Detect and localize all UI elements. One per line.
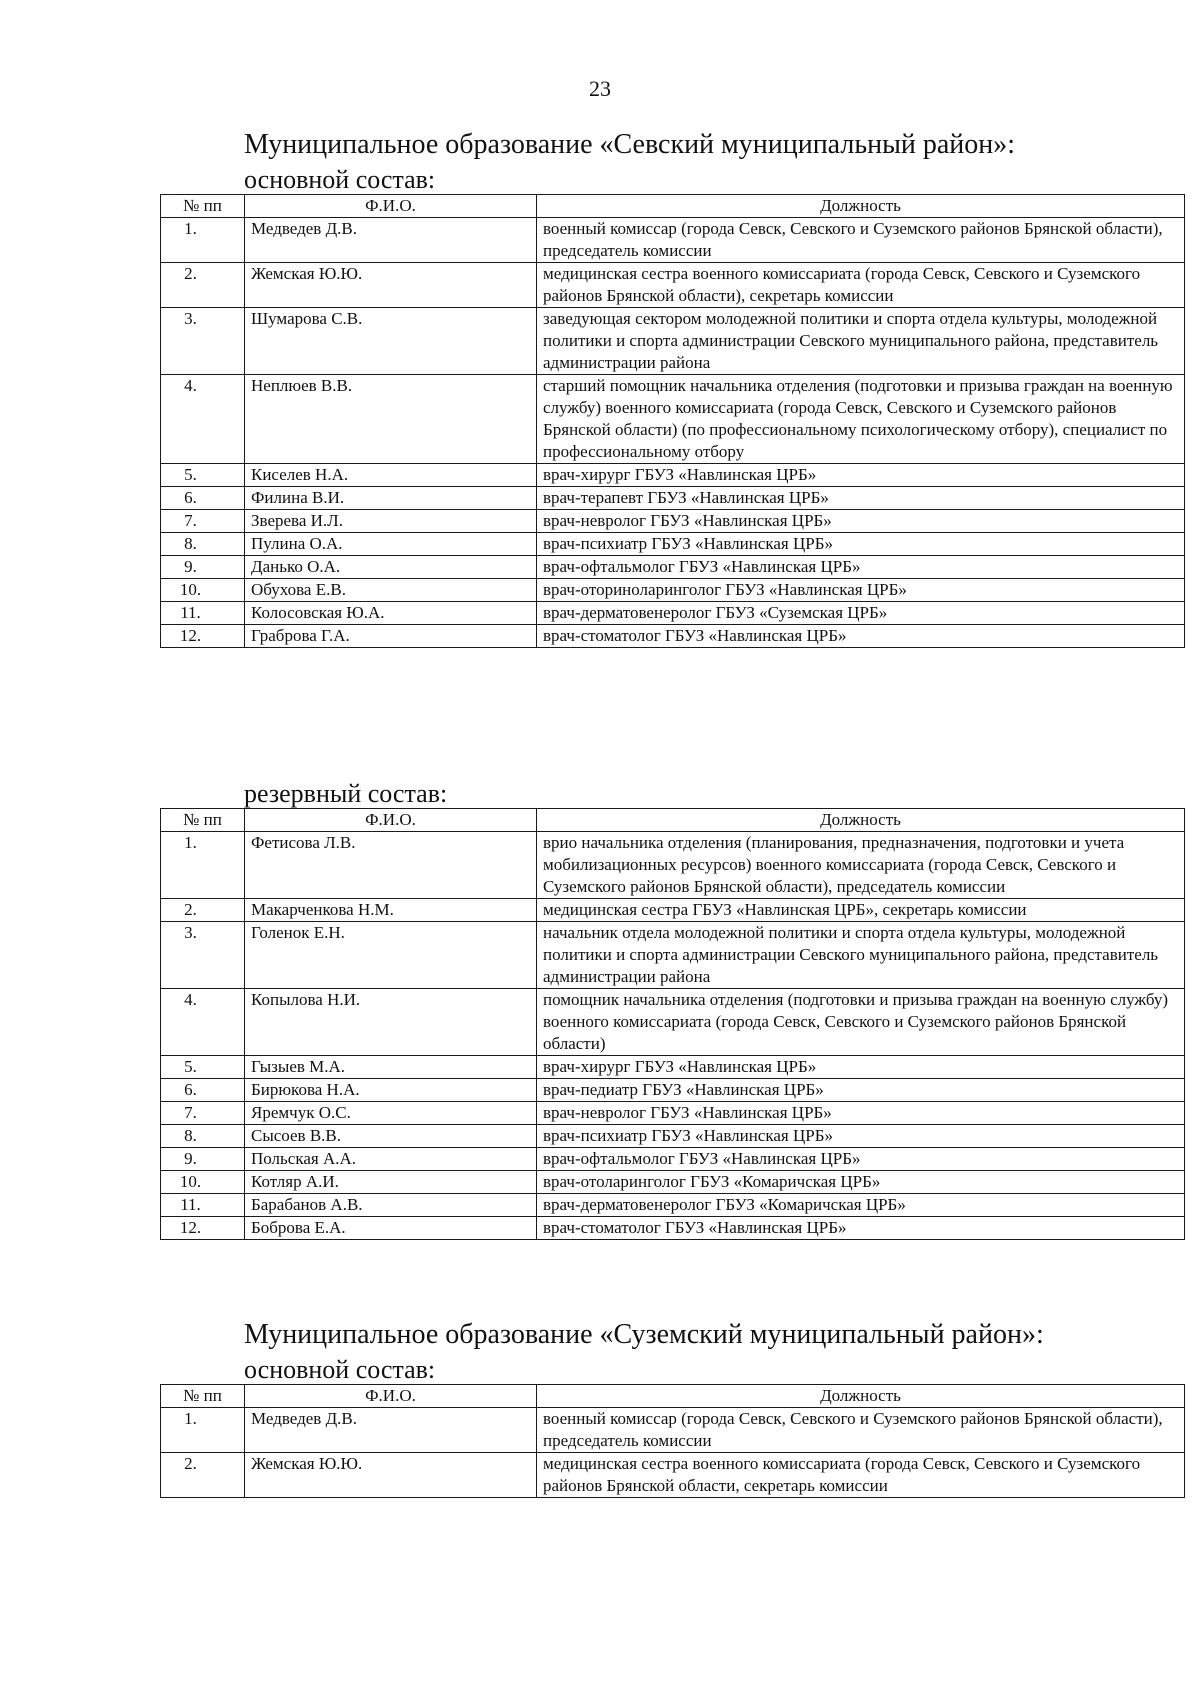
row-name: Неплюев В.В. bbox=[245, 375, 537, 464]
row-position: врач-дерматовенеролог ГБУЗ «Комаричская ЦРБ» bbox=[537, 1194, 1185, 1217]
row-number: 1. bbox=[161, 1408, 245, 1453]
header-name: Ф.И.О. bbox=[245, 1385, 537, 1408]
row-name: Обухова Е.В. bbox=[245, 579, 537, 602]
row-name: Пулина О.А. bbox=[245, 533, 537, 556]
row-name: Медведев Д.В. bbox=[245, 218, 537, 263]
table-row bbox=[161, 899, 1185, 922]
row-name: Макарченкова Н.М. bbox=[245, 899, 537, 922]
table-row bbox=[161, 1079, 1185, 1102]
table-row bbox=[161, 1453, 1185, 1498]
row-number: 9. bbox=[161, 556, 245, 579]
section-subheading: основной состав: bbox=[244, 1355, 436, 1384]
row-position: заведующая сектором молодежной политики и спорта отдела культуры, молодежной политики и спорта администрации Севского муниципального района, представитель администрации района bbox=[537, 308, 1185, 375]
table-row bbox=[161, 308, 1185, 375]
row-name: Котляр А.И. bbox=[245, 1171, 537, 1194]
row-number: 8. bbox=[161, 533, 245, 556]
table-row bbox=[161, 625, 1185, 648]
row-name: Яремчук О.С. bbox=[245, 1102, 537, 1125]
row-position: старший помощник начальника отделения (подготовки и призыва граждан на военную службу) военного комиссариата (города Севск, Севского и Суземского районов Брянской области) (по профессиональному психологическому отбору), специалист по профессиональному отбору bbox=[537, 375, 1185, 464]
table-row bbox=[161, 579, 1185, 602]
row-position: медицинская сестра военного комиссариата (города Севск, Севского и Суземского районов Брянской области), секретарь комиссии bbox=[537, 263, 1185, 308]
row-name: Голенок Е.Н. bbox=[245, 922, 537, 989]
row-name: Жемская Ю.Ю. bbox=[245, 1453, 537, 1498]
row-number: 7. bbox=[161, 510, 245, 533]
row-name: Фетисова Л.В. bbox=[245, 832, 537, 899]
row-number: 1. bbox=[161, 218, 245, 263]
row-number: 11. bbox=[161, 1194, 245, 1217]
row-number: 3. bbox=[161, 308, 245, 375]
header-position: Должность bbox=[537, 809, 1185, 832]
row-position: врач-офтальмолог ГБУЗ «Навлинская ЦРБ» bbox=[537, 556, 1185, 579]
row-position: врач-хирург ГБУЗ «Навлинская ЦРБ» bbox=[537, 1056, 1185, 1079]
row-number: 1. bbox=[161, 832, 245, 899]
row-position: врач-невролог ГБУЗ «Навлинская ЦРБ» bbox=[537, 1102, 1185, 1125]
row-number: 12. bbox=[161, 625, 245, 648]
row-number: 4. bbox=[161, 989, 245, 1056]
row-name: Шумарова С.В. bbox=[245, 308, 537, 375]
row-position: врач-отоларинголог ГБУЗ «Комаричская ЦРБ» bbox=[537, 1171, 1185, 1194]
row-position: врач-хирург ГБУЗ «Навлинская ЦРБ» bbox=[537, 464, 1185, 487]
row-position: врач-стоматолог ГБУЗ «Навлинская ЦРБ» bbox=[537, 625, 1185, 648]
row-position: врач-психиатр ГБУЗ «Навлинская ЦРБ» bbox=[537, 533, 1185, 556]
table-row bbox=[161, 1194, 1185, 1217]
header-num: № пп bbox=[161, 1385, 245, 1408]
section-heading: Муниципальное образование «Суземский муниципальный район»: bbox=[244, 1319, 1044, 1350]
row-number: 6. bbox=[161, 487, 245, 510]
table-row bbox=[161, 1102, 1185, 1125]
page-number: 23 bbox=[589, 76, 611, 101]
row-number: 6. bbox=[161, 1079, 245, 1102]
roster-table bbox=[160, 808, 1185, 1240]
row-number: 5. bbox=[161, 1056, 245, 1079]
header-position: Должность bbox=[537, 195, 1185, 218]
roster-table bbox=[160, 1384, 1185, 1498]
row-position: врач-оториноларинголог ГБУЗ «Навлинская ЦРБ» bbox=[537, 579, 1185, 602]
row-number: 3. bbox=[161, 922, 245, 989]
section-heading: Муниципальное образование «Севский муниципальный район»: bbox=[244, 129, 1016, 160]
row-position: врач-невролог ГБУЗ «Навлинская ЦРБ» bbox=[537, 510, 1185, 533]
table-header-row bbox=[161, 1385, 1185, 1408]
row-number: 7. bbox=[161, 1102, 245, 1125]
row-name: Граброва Г.А. bbox=[245, 625, 537, 648]
header-position: Должность bbox=[537, 1385, 1185, 1408]
row-position: медицинская сестра военного комиссариата (города Севск, Севского и Суземского районов Брянской области, секретарь комиссии bbox=[537, 1453, 1185, 1498]
row-name: Копылова Н.И. bbox=[245, 989, 537, 1056]
row-name: Киселев Н.А. bbox=[245, 464, 537, 487]
row-name: Боброва Е.А. bbox=[245, 1217, 537, 1240]
row-position: врач-офтальмолог ГБУЗ «Навлинская ЦРБ» bbox=[537, 1148, 1185, 1171]
row-position: врио начальника отделения (планирования, предназначения, подготовки и учета мобилизационных ресурсов) военного комиссариата (города Севск, Севского и Суземского районов Брянской области), председатель комиссии bbox=[537, 832, 1185, 899]
roster-table bbox=[160, 194, 1185, 648]
row-name: Данько О.А. bbox=[245, 556, 537, 579]
row-position: врач-педиатр ГБУЗ «Навлинская ЦРБ» bbox=[537, 1079, 1185, 1102]
row-position: помощник начальника отделения (подготовки и призыва граждан на военную службу) военного комиссариата (города Севск, Севского и Суземского районов Брянской области) bbox=[537, 989, 1185, 1056]
row-number: 4. bbox=[161, 375, 245, 464]
header-name: Ф.И.О. bbox=[245, 195, 537, 218]
row-name: Колосовская Ю.А. bbox=[245, 602, 537, 625]
table-row bbox=[161, 602, 1185, 625]
row-position: медицинская сестра ГБУЗ «Навлинская ЦРБ», секретарь комиссии bbox=[537, 899, 1185, 922]
row-number: 10. bbox=[161, 579, 245, 602]
row-position: врач-терапевт ГБУЗ «Навлинская ЦРБ» bbox=[537, 487, 1185, 510]
header-name: Ф.И.О. bbox=[245, 809, 537, 832]
table-header-row bbox=[161, 195, 1185, 218]
row-position: начальник отдела молодежной политики и спорта отдела культуры, молодежной политики и спорта администрации Севского муниципального района, представитель администрации района bbox=[537, 922, 1185, 989]
table-row bbox=[161, 533, 1185, 556]
row-name: Медведев Д.В. bbox=[245, 1408, 537, 1453]
table-row bbox=[161, 1148, 1185, 1171]
row-number: 12. bbox=[161, 1217, 245, 1240]
row-position: врач-стоматолог ГБУЗ «Навлинская ЦРБ» bbox=[537, 1217, 1185, 1240]
row-number: 2. bbox=[161, 263, 245, 308]
row-number: 11. bbox=[161, 602, 245, 625]
table-row bbox=[161, 922, 1185, 989]
row-position: врач-психиатр ГБУЗ «Навлинская ЦРБ» bbox=[537, 1125, 1185, 1148]
table-row bbox=[161, 1171, 1185, 1194]
table-row bbox=[161, 1217, 1185, 1240]
row-name: Гызыев М.А. bbox=[245, 1056, 537, 1079]
table-row bbox=[161, 464, 1185, 487]
table-row bbox=[161, 556, 1185, 579]
header-num: № пп bbox=[161, 195, 245, 218]
table-row bbox=[161, 1408, 1185, 1453]
table-row bbox=[161, 510, 1185, 533]
table-row bbox=[161, 218, 1185, 263]
row-number: 10. bbox=[161, 1171, 245, 1194]
row-name: Бирюкова Н.А. bbox=[245, 1079, 537, 1102]
table-row bbox=[161, 1125, 1185, 1148]
row-position: военный комиссар (города Севск, Севского и Суземского районов Брянской области), председатель комиссии bbox=[537, 1408, 1185, 1453]
row-position: врач-дерматовенеролог ГБУЗ «Суземская ЦРБ» bbox=[537, 602, 1185, 625]
row-name: Филина В.И. bbox=[245, 487, 537, 510]
table-row bbox=[161, 832, 1185, 899]
row-number: 2. bbox=[161, 899, 245, 922]
table-row bbox=[161, 989, 1185, 1056]
row-name: Сысоев В.В. bbox=[245, 1125, 537, 1148]
section-subheading: основной состав: bbox=[244, 165, 436, 194]
row-number: 2. bbox=[161, 1453, 245, 1498]
row-number: 5. bbox=[161, 464, 245, 487]
section-subheading: резервный состав: bbox=[244, 779, 448, 808]
header-num: № пп bbox=[161, 809, 245, 832]
table-row bbox=[161, 263, 1185, 308]
row-name: Польская А.А. bbox=[245, 1148, 537, 1171]
row-name: Жемская Ю.Ю. bbox=[245, 263, 537, 308]
table-row bbox=[161, 375, 1185, 464]
table-header-row bbox=[161, 809, 1185, 832]
row-name: Барабанов А.В. bbox=[245, 1194, 537, 1217]
table-row bbox=[161, 487, 1185, 510]
table-row bbox=[161, 1056, 1185, 1079]
row-number: 9. bbox=[161, 1148, 245, 1171]
row-position: военный комиссар (города Севск, Севского и Суземского районов Брянской области), председатель комиссии bbox=[537, 218, 1185, 263]
row-name: Зверева И.Л. bbox=[245, 510, 537, 533]
row-number: 8. bbox=[161, 1125, 245, 1148]
